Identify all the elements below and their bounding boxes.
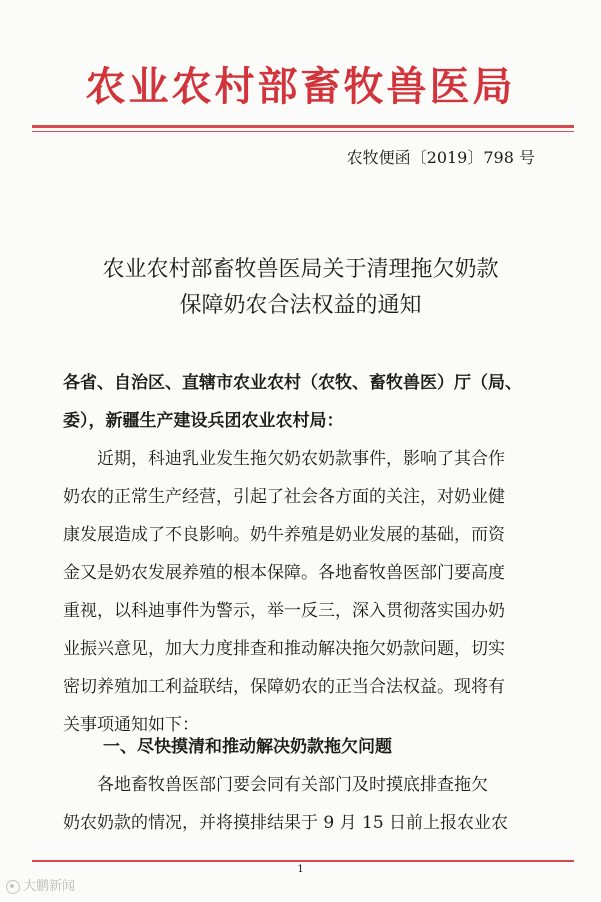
paragraph-line: 奶农的正常生产经营，引起了社会各方面的关注，对奶业健 [63,487,505,507]
recipient-block [63,364,563,440]
paragraph-line: 奶农奶款的情况，并将摸排结果于 9 月 15 日前上报农业农 [63,813,509,833]
header-rule-thick [32,125,574,128]
title-line: 保障奶农合法权益的通知 [179,293,422,318]
document-title [0,252,601,324]
paragraph-line: 业振兴意见，加大力度排查和推动解决拖欠奶款问题，切实 [63,639,505,659]
recipient-line: 委），新疆生产建设兵团农业农村局： [63,411,344,431]
document-number: 农牧便函〔2019〕798 号 [346,148,535,167]
agency-header: 农业农村部畜牧兽医局 [85,63,516,110]
section-1-heading: 一、尽快摸清和推动解决奶款拖欠问题 [103,737,392,757]
paragraph-2 [63,766,543,842]
paragraph-line: 重视，以科迪事件为警示，举一反三，深入贯彻落实国办奶 [63,601,505,621]
watermark [6,878,75,896]
footer-rule [32,860,574,862]
paragraph-line: 关事项通知如下： [63,715,199,735]
watermark-text: 大鹏新闻 [23,879,76,894]
paragraph-line: 康发展造成了不良影响。奶牛养殖是奶业发展的基础，而资 [63,525,505,545]
recipient-line: 各省、自治区、直辖市农业农村（农牧、畜牧兽医）厅（局、 [63,373,522,393]
page-number: 1 [297,864,304,875]
paragraph-line: 近期，科迪乳业发生拖欠奶农奶款事件，影响了其合作 [63,449,505,469]
weibo-icon [6,880,20,894]
header-rule-thin [32,131,574,132]
paragraph-line: 密切养殖加工利益联结，保障奶农的正当合法权益。现将有 [63,677,505,697]
paragraph-line: 各地畜牧兽医部门要会同有关部门及时摸底排查拖欠 [63,775,488,795]
title-line: 农业农村部畜牧兽医局关于清理拖欠奶款 [102,257,499,282]
paragraph-line: 金又是奶农发展养殖的根本保障。各地畜牧兽医部门要高度 [63,563,505,583]
paragraph-1 [63,440,543,744]
